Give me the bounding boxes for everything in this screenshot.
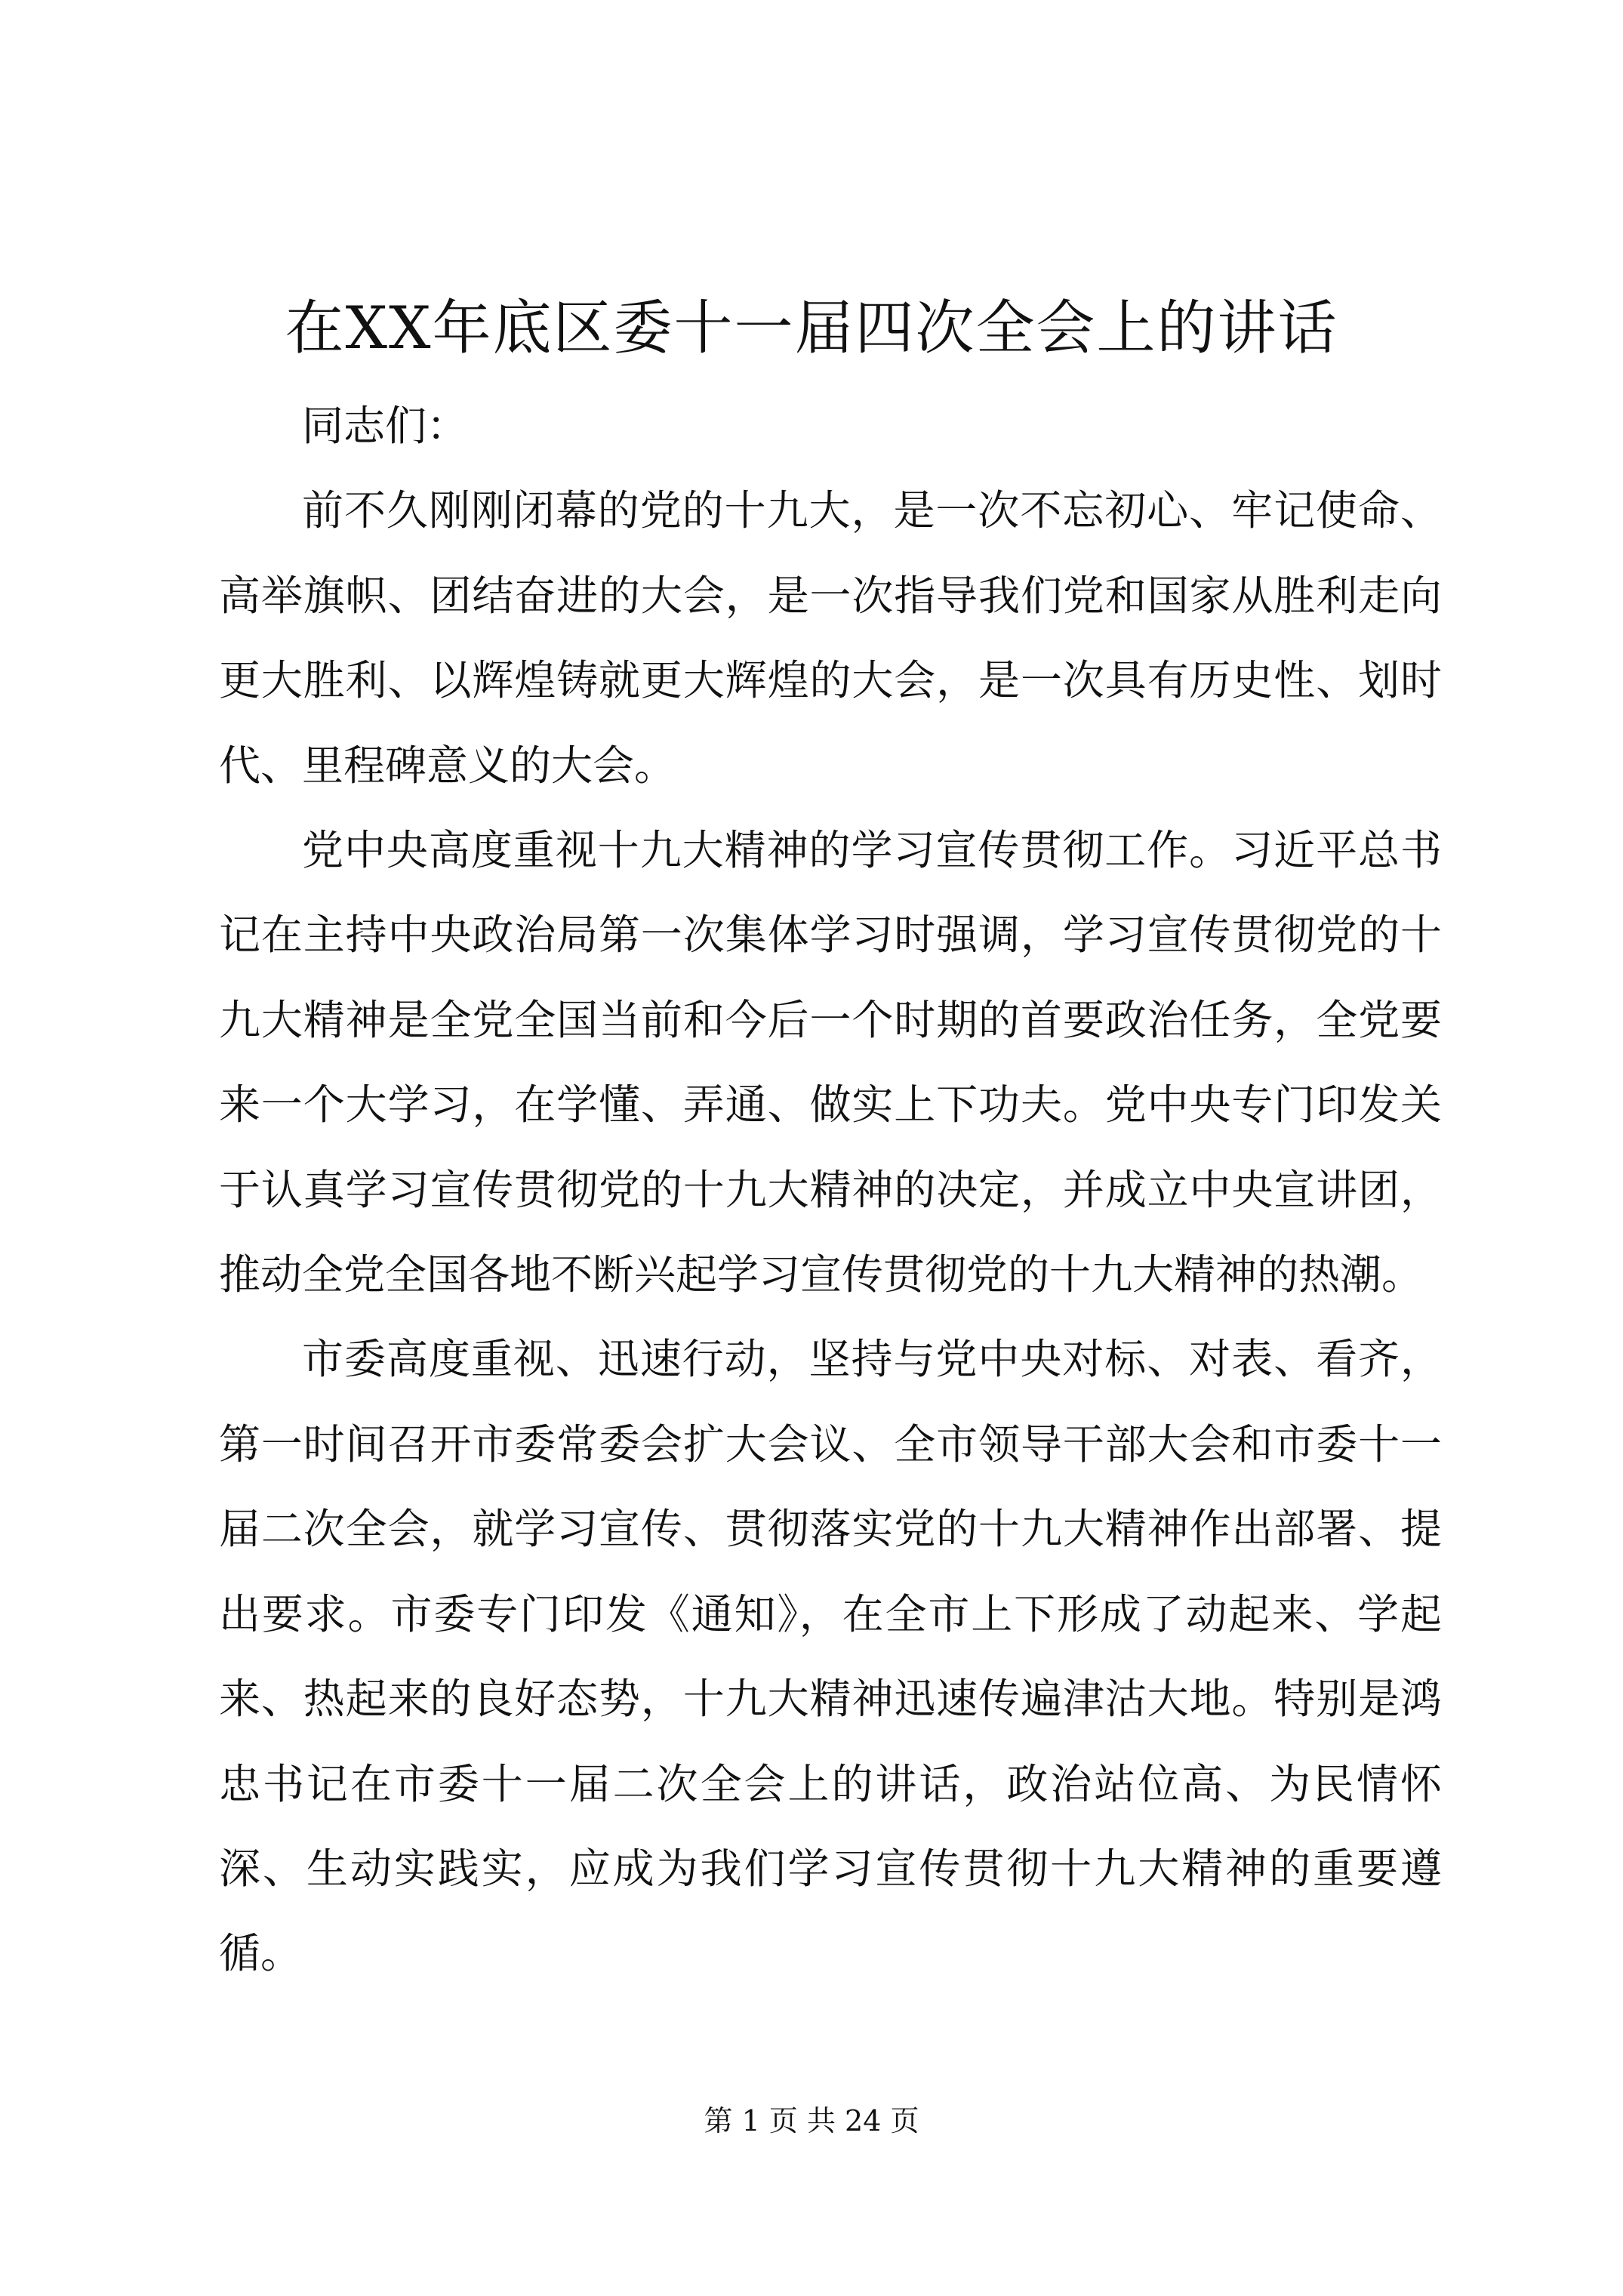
page-number: 第 1 页 共 24 页 bbox=[704, 2104, 919, 2137]
salutation: 同志们： bbox=[302, 402, 469, 450]
paragraph-3: 市委高度重视、迅速行动，坚持与党中央对标、对表、看齐，第一时间召开市委常委会扩大会议、全市领导干部大会和市委十一届二次全会，就学习宣传、贯彻落实党的十九大精神作出部署、提出要求。市委专门印发《通知》，在全市上下形成了动起来、学起来、热起来的良好态势，十九大精神迅速传遍津沽大地。特别是鸿忠书记在市委十一届二次全会上的讲话，政治站位高、为民情怀深、生动实践实，应成为我们学习宣传贯彻十九大精神的重要遵循。 bbox=[219, 1335, 1442, 1978]
document-body bbox=[219, 384, 1442, 1996]
paragraph-1: 前不久刚刚闭幕的党的十九大，是一次不忘初心、牢记使命、高举旗帜、团结奋进的大会，是一次指导我们党和国家从胜利走向更大胜利、以辉煌铸就更大辉煌的大会，是一次具有历史性、划时代、里程碑意义的大会。 bbox=[219, 486, 1442, 790]
paragraph-2: 党中央高度重视十九大精神的学习宣传贯彻工作。习近平总书记在主持中央政治局第一次集体学习时强调，学习宣传贯彻党的十九大精神是全党全国当前和今后一个时期的首要政治任务，全党要来一个大学习，在学懂、弄通、做实上下功夫。党中央专门印发关于认真学习宣传贯彻党的十九大精神的决定，并成立中央宣讲团，推动全党全国各地不断兴起学习宣传贯彻党的十九大精神的热潮。 bbox=[219, 826, 1442, 1299]
document-title: 在XX年底区委十一届四次全会上的讲话 bbox=[285, 294, 1338, 362]
